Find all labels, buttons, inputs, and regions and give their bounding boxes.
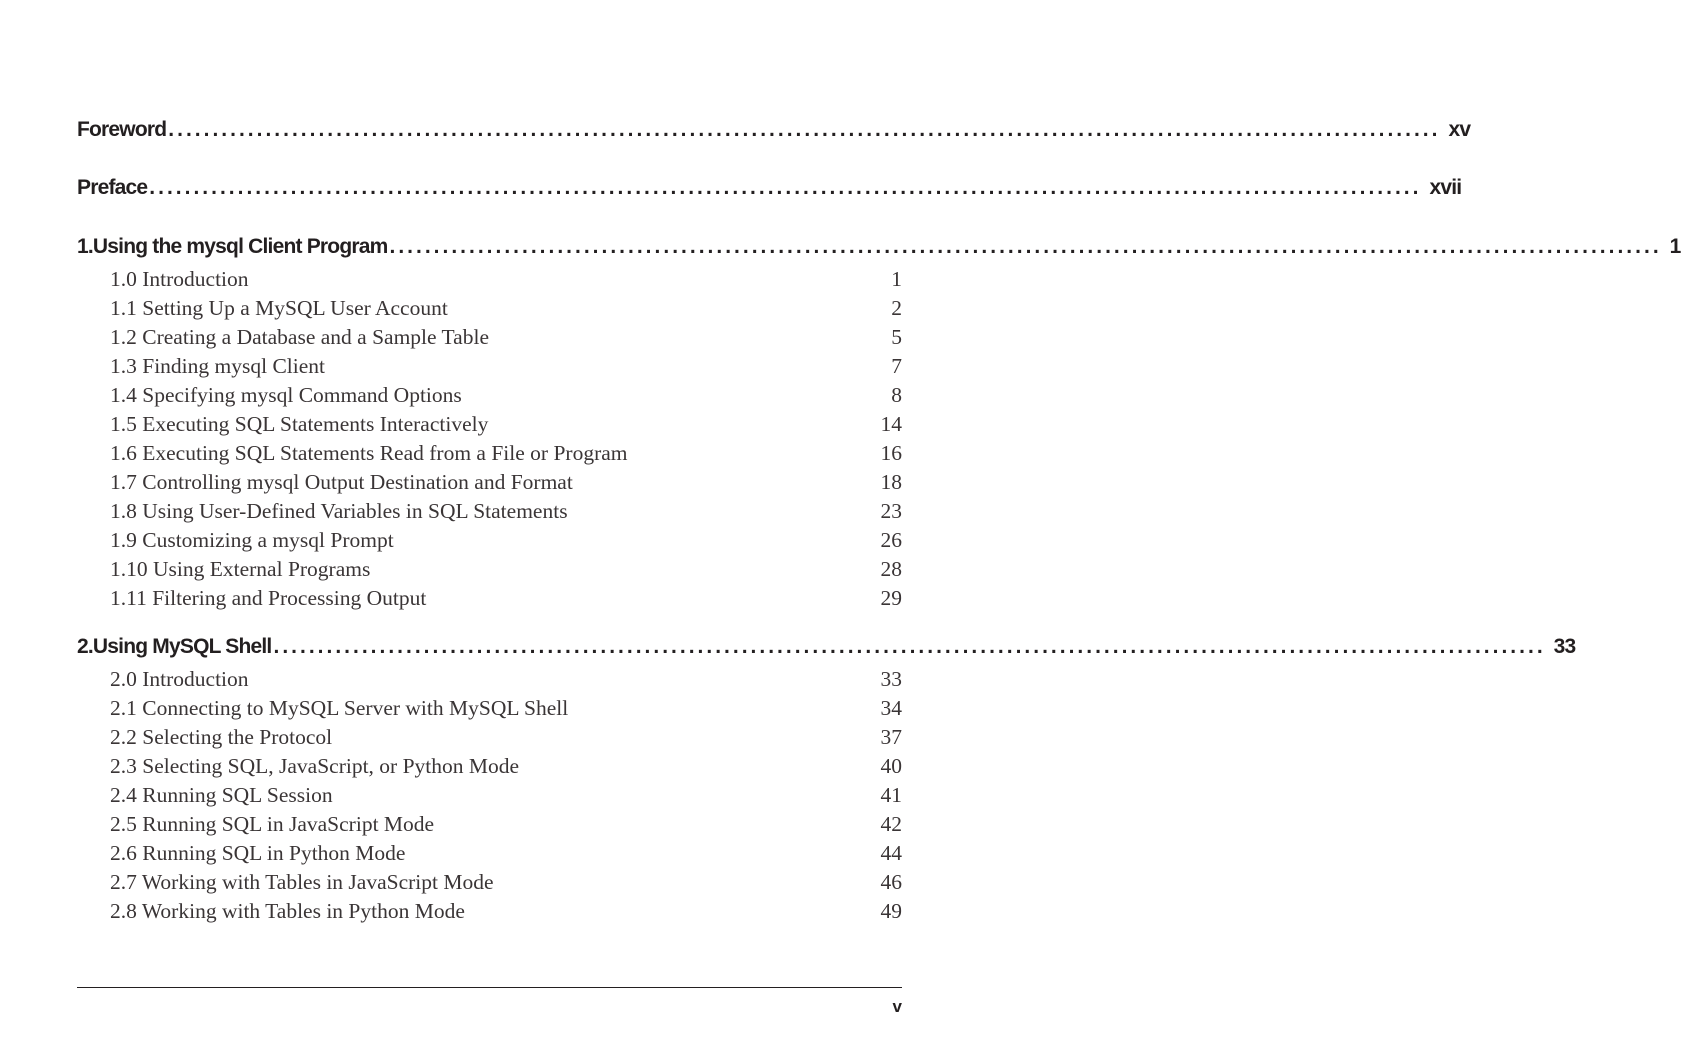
section-title: 1.7 Controlling mysql Output Destination and Format bbox=[110, 470, 573, 494]
section-page: 2 bbox=[891, 296, 902, 320]
chapter-number: 2. bbox=[77, 635, 93, 658]
section-title: 1.6 Executing SQL Statements Read from a File or Program bbox=[110, 441, 628, 465]
section-title: 2.1 Connecting to MySQL Server with MySQL Shell bbox=[110, 696, 569, 720]
toc-section-entry[interactable] bbox=[77, 470, 902, 499]
section-page: 5 bbox=[891, 325, 902, 349]
chapter-title: Using the mysql Client Program bbox=[92, 235, 388, 258]
toc-section-entry[interactable] bbox=[77, 870, 902, 899]
section-title: 1.9 Customizing a mysql Prompt bbox=[110, 528, 394, 552]
page-folio: v bbox=[892, 997, 902, 1016]
toc-section-entry[interactable] bbox=[77, 325, 902, 354]
toc-section-entry[interactable] bbox=[77, 296, 902, 325]
toc-chapter-heading[interactable] bbox=[77, 635, 1576, 667]
section-title: 1.8 Using User-Defined Variables in SQL Statements bbox=[110, 499, 568, 523]
section-title: 2.6 Running SQL in Python Mode bbox=[110, 841, 406, 865]
toc-section-entry[interactable] bbox=[77, 783, 902, 812]
preface-title: Preface bbox=[77, 176, 148, 199]
section-title: 1.11 Filtering and Processing Output bbox=[110, 586, 427, 610]
toc-section-entry[interactable] bbox=[77, 812, 902, 841]
chapter-list bbox=[77, 235, 1681, 928]
section-page: 33 bbox=[880, 667, 902, 691]
toc-section-entry[interactable] bbox=[77, 667, 902, 696]
section-page: 42 bbox=[880, 812, 902, 836]
footer-rule bbox=[77, 987, 902, 988]
section-title: 1.5 Executing SQL Statements Interactively bbox=[110, 412, 489, 436]
toc-section-entry[interactable] bbox=[77, 557, 902, 586]
section-page: 49 bbox=[880, 899, 902, 923]
section-page: 29 bbox=[880, 586, 902, 610]
section-page: 46 bbox=[880, 870, 902, 894]
section-page: 44 bbox=[880, 841, 902, 865]
toc-section-entry[interactable] bbox=[77, 725, 902, 754]
toc-entry-preface[interactable] bbox=[77, 176, 1462, 214]
toc-chapter-heading[interactable] bbox=[77, 235, 1681, 267]
toc-section-entry[interactable] bbox=[77, 696, 902, 725]
section-title: 2.4 Running SQL Session bbox=[110, 783, 333, 807]
section-title: 1.10 Using External Programs bbox=[110, 557, 371, 581]
section-title: 2.5 Running SQL in JavaScript Mode bbox=[110, 812, 435, 836]
section-page: 7 bbox=[891, 354, 902, 378]
foreword-page: xv bbox=[1448, 118, 1471, 141]
toc-section-entry[interactable] bbox=[77, 383, 902, 412]
section-page: 26 bbox=[880, 528, 902, 552]
section-title: 2.2 Selecting the Protocol bbox=[110, 725, 333, 749]
section-title: 1.3 Finding mysql Client bbox=[110, 354, 326, 378]
toc-section-entry[interactable] bbox=[77, 528, 902, 557]
section-page: 23 bbox=[880, 499, 902, 523]
section-page: 18 bbox=[880, 470, 902, 494]
section-title: 2.0 Introduction bbox=[110, 667, 249, 691]
toc-section-entry[interactable] bbox=[77, 899, 902, 928]
section-page: 40 bbox=[880, 754, 902, 778]
preface-page: xvii bbox=[1429, 176, 1462, 199]
toc-section-entry[interactable] bbox=[77, 586, 902, 615]
section-page: 41 bbox=[880, 783, 902, 807]
section-title: 2.8 Working with Tables in Python Mode bbox=[110, 899, 465, 923]
section-page: 8 bbox=[891, 383, 902, 407]
toc-section-entry[interactable] bbox=[77, 441, 902, 470]
chapter-page: 1 bbox=[1669, 235, 1681, 258]
foreword-title: Foreword bbox=[77, 118, 167, 141]
toc-section-entry[interactable] bbox=[77, 841, 902, 870]
dot-leader: ................................................................................................................................................ bbox=[168, 118, 1441, 141]
chapter-page: 33 bbox=[1553, 635, 1576, 658]
section-title: 1.4 Specifying mysql Command Options bbox=[110, 383, 462, 407]
toc-section-entry[interactable] bbox=[77, 412, 902, 441]
section-title: 1.2 Creating a Database and a Sample Table bbox=[110, 325, 489, 349]
section-title: 1.1 Setting Up a MySQL User Account bbox=[110, 296, 448, 320]
section-title: 2.7 Working with Tables in JavaScript Mode bbox=[110, 870, 494, 894]
toc-section-entry[interactable] bbox=[77, 754, 902, 783]
toc-entry-foreword[interactable] bbox=[77, 118, 1471, 156]
section-page: 37 bbox=[880, 725, 902, 749]
dot-leader: ................................................................................................................................................ bbox=[149, 176, 1422, 199]
toc-section-entry[interactable] bbox=[77, 354, 902, 383]
section-page: 28 bbox=[880, 557, 902, 581]
dot-leader: ................................................................................................................................................ bbox=[389, 235, 1662, 258]
chapter-number: 1. bbox=[77, 235, 93, 258]
section-title: 2.3 Selecting SQL, JavaScript, or Python Mode bbox=[110, 754, 520, 778]
toc-section-entry[interactable] bbox=[77, 267, 902, 296]
section-page: 16 bbox=[880, 441, 902, 465]
dot-leader: ................................................................................................................................................ bbox=[273, 635, 1546, 658]
section-title: 1.0 Introduction bbox=[110, 267, 249, 291]
section-page: 1 bbox=[891, 267, 902, 291]
toc-section-entry[interactable] bbox=[77, 499, 902, 528]
section-page: 34 bbox=[880, 696, 902, 720]
section-page: 14 bbox=[880, 412, 902, 436]
chapter-title: Using MySQL Shell bbox=[92, 635, 272, 658]
table-of-contents bbox=[77, 118, 1681, 928]
